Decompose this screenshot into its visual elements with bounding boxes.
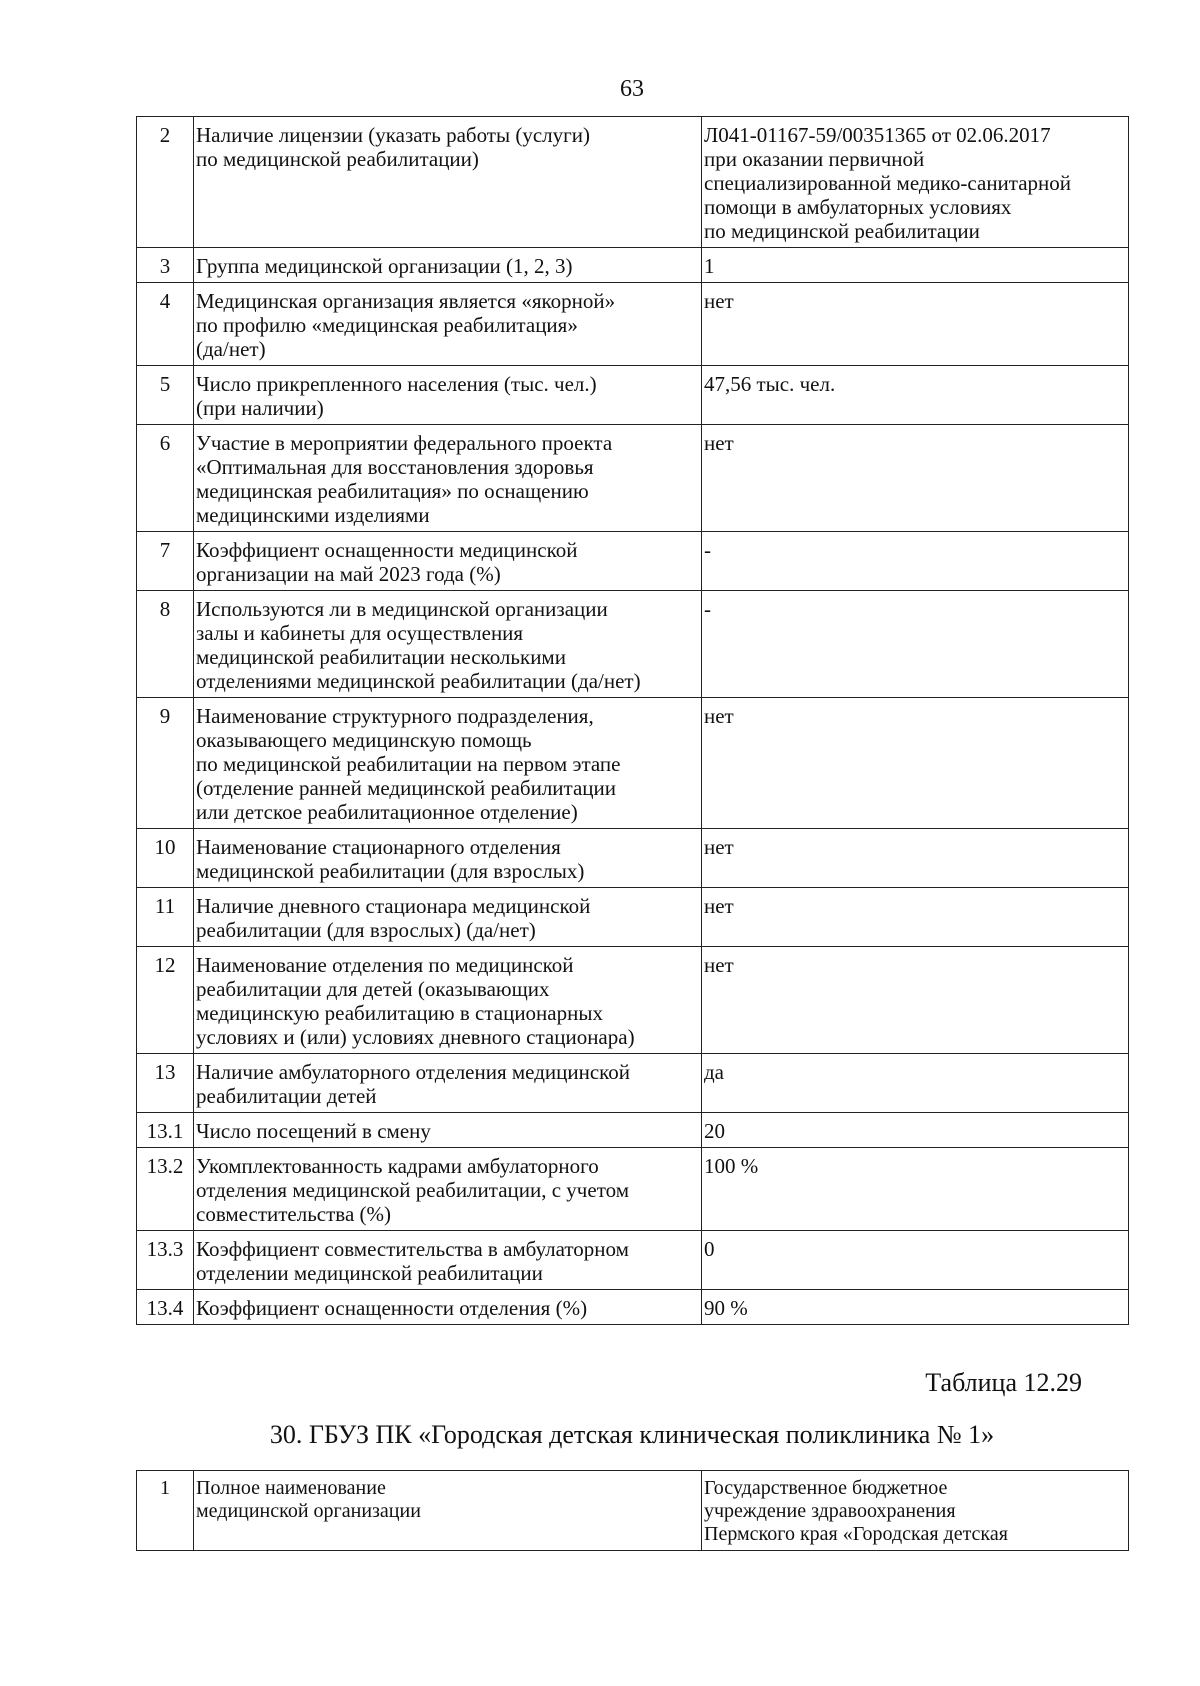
row-label: Укомплектованность кадрами амбулаторного отделения медицинской реабилитации, с учетом совместительства (%) xyxy=(194,1148,702,1231)
row-label: Группа медицинской организации (1, 2, 3) xyxy=(194,248,702,283)
row-label: Используются ли в медицинской организации залы и кабинеты для осуществления медицинской реабилитации несколькими отделениями медицинской реабилитации (да/нет) xyxy=(194,591,702,698)
row-number: 8 xyxy=(137,591,194,698)
table-caption: Таблица 12.29 xyxy=(925,1368,1082,1397)
table-row xyxy=(137,425,1129,532)
row-number: 13.3 xyxy=(137,1231,194,1290)
row-label: Наличие амбулаторного отделения медицинской реабилитации детей xyxy=(194,1054,702,1113)
row-number: 13.4 xyxy=(137,1290,194,1325)
row-number: 13 xyxy=(137,1054,194,1113)
table-row xyxy=(137,591,1129,698)
row-value: Государственное бюджетное учреждение здравоохранения Пермского края «Городская детская xyxy=(702,1471,1129,1551)
row-value: 47,56 тыс. чел. xyxy=(702,366,1129,425)
section-heading: 30. ГБУЗ ПК «Городская детская клиническая поликлиника № 1» xyxy=(269,1420,995,1449)
row-value: нет xyxy=(702,829,1129,888)
table-row xyxy=(137,829,1129,888)
row-number: 13.1 xyxy=(137,1113,194,1148)
row-number: 6 xyxy=(137,425,194,532)
row-value: нет xyxy=(702,283,1129,366)
row-number: 5 xyxy=(137,366,194,425)
row-value: Л041-01167-59/00351365 от 02.06.2017 при оказании первичной специализированной медико-санитарной помощи в амбулаторных условиях по медицинской реабилитации xyxy=(702,117,1129,248)
row-number: 9 xyxy=(137,698,194,829)
row-label: Число прикрепленного населения (тыс. чел.) (при наличии) xyxy=(194,366,702,425)
row-label: Наименование отделения по медицинской реабилитации для детей (оказывающих медицинскую реабилитацию в стационарных условиях и (или) условиях дневного стационара) xyxy=(194,947,702,1054)
row-label: Наименование стационарного отделения медицинской реабилитации (для взрослых) xyxy=(194,829,702,888)
row-number: 7 xyxy=(137,532,194,591)
row-label: Наличие лицензии (указать работы (услуги) по медицинской реабилитации) xyxy=(194,117,702,248)
page-number: 63 xyxy=(620,76,644,102)
table-row xyxy=(137,532,1129,591)
table-row xyxy=(137,248,1129,283)
table-row xyxy=(137,366,1129,425)
row-value: нет xyxy=(702,425,1129,532)
table-row xyxy=(137,283,1129,366)
rehab-info-table xyxy=(136,116,1129,1325)
row-label: Участие в мероприятии федерального проекта «Оптимальная для восстановления здоровья медицинская реабилитация» по оснащению медицинскими изделиями xyxy=(194,425,702,532)
table-row xyxy=(137,1231,1129,1290)
table-row xyxy=(137,1290,1129,1325)
table-row xyxy=(137,1113,1129,1148)
row-value: нет xyxy=(702,947,1129,1054)
table-row xyxy=(137,117,1129,248)
table-row xyxy=(137,1471,1129,1551)
row-value: нет xyxy=(702,888,1129,947)
table-row xyxy=(137,947,1129,1054)
row-label: Полное наименование медицинской организации xyxy=(194,1471,702,1551)
row-value: да xyxy=(702,1054,1129,1113)
row-number: 2 xyxy=(137,117,194,248)
row-number: 11 xyxy=(137,888,194,947)
row-label: Коэффициент оснащенности отделения (%) xyxy=(194,1290,702,1325)
row-number: 4 xyxy=(137,283,194,366)
table-row xyxy=(137,1054,1129,1113)
row-label: Число посещений в смену xyxy=(194,1113,702,1148)
row-number: 13.2 xyxy=(137,1148,194,1231)
row-number: 10 xyxy=(137,829,194,888)
row-number: 1 xyxy=(137,1471,194,1551)
row-value: 90 % xyxy=(702,1290,1129,1325)
row-label: Коэффициент оснащенности медицинской организации на май 2023 года (%) xyxy=(194,532,702,591)
row-label: Коэффициент совместительства в амбулаторном отделении медицинской реабилитации xyxy=(194,1231,702,1290)
row-label: Медицинская организация является «якорной» по профилю «медицинская реабилитация» (да/нет) xyxy=(194,283,702,366)
row-value: 20 xyxy=(702,1113,1129,1148)
table-row xyxy=(137,698,1129,829)
row-number: 3 xyxy=(137,248,194,283)
row-value: - xyxy=(702,591,1129,698)
row-label: Наименование структурного подразделения, оказывающего медицинскую помощь по медицинской реабилитации на первом этапе (отделение ранней медицинской реабилитации или детское реабилитационное отделение) xyxy=(194,698,702,829)
row-value: 100 % xyxy=(702,1148,1129,1231)
row-value: нет xyxy=(702,698,1129,829)
table-row xyxy=(137,1148,1129,1231)
row-value: 1 xyxy=(702,248,1129,283)
row-number: 12 xyxy=(137,947,194,1054)
row-label: Наличие дневного стационара медицинской реабилитации (для взрослых) (да/нет) xyxy=(194,888,702,947)
organization-info-table xyxy=(136,1470,1129,1551)
row-value: 0 xyxy=(702,1231,1129,1290)
row-value: - xyxy=(702,532,1129,591)
table-row xyxy=(137,888,1129,947)
